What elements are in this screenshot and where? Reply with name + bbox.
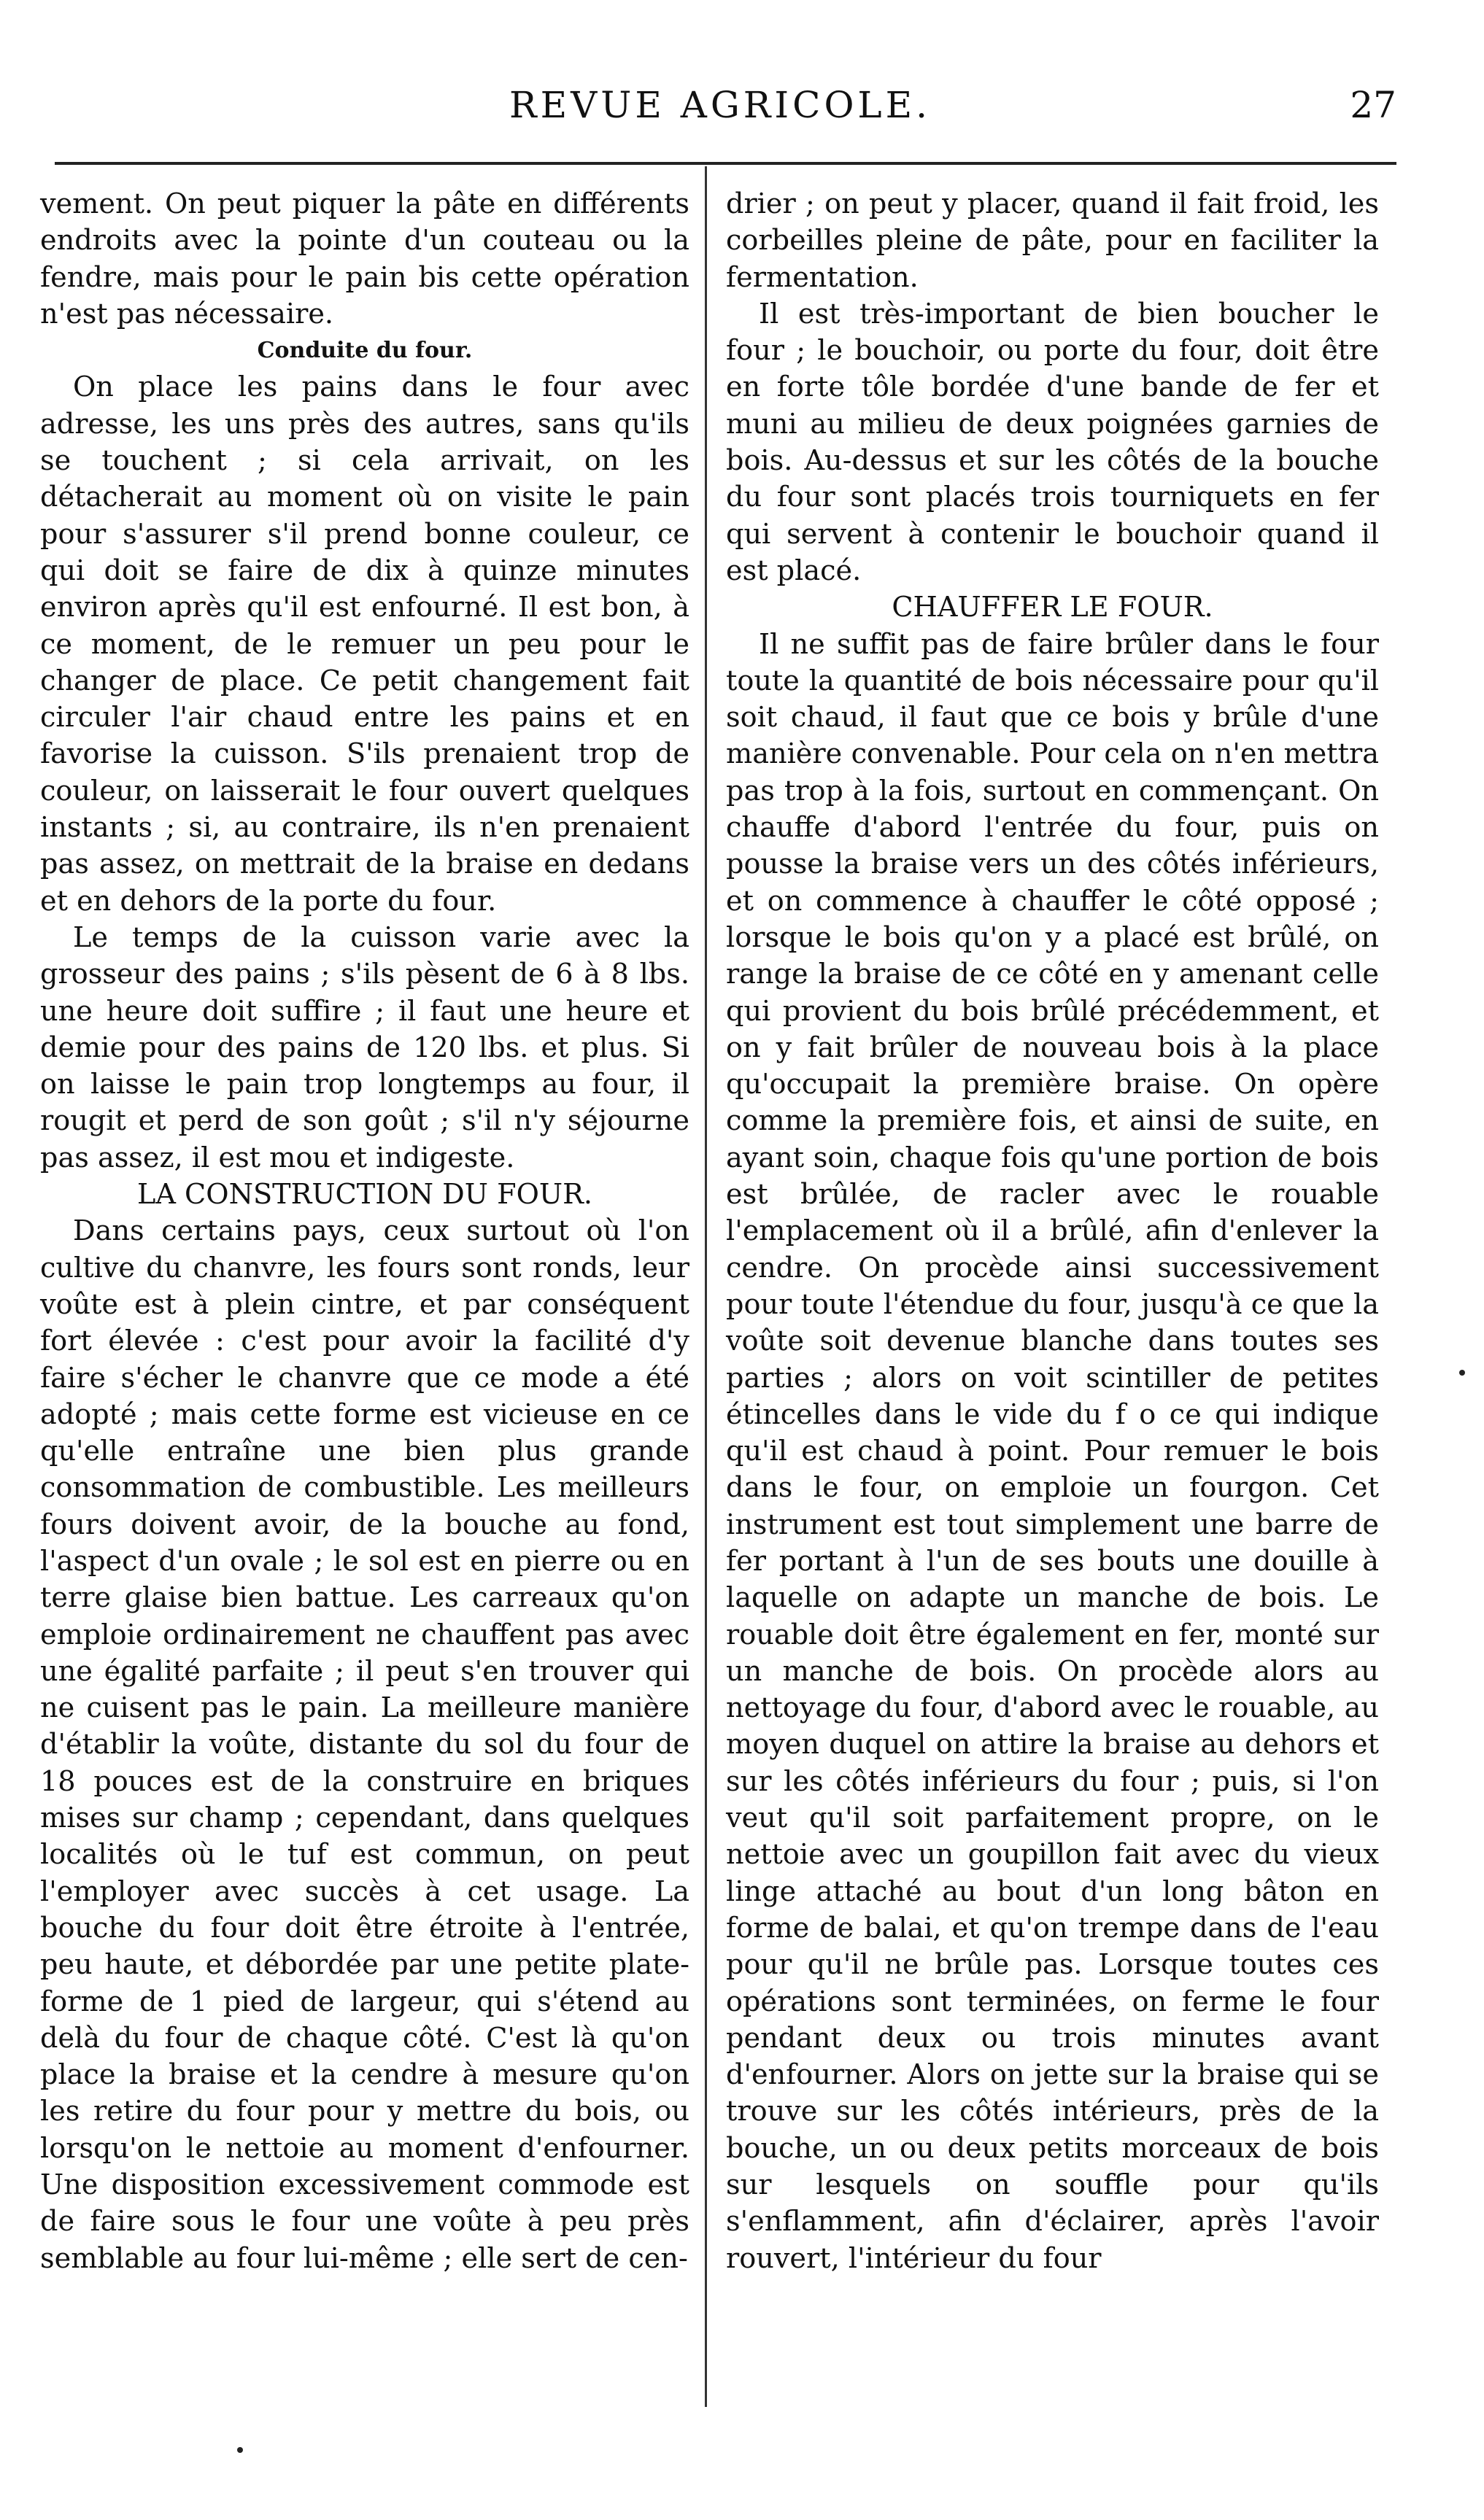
column-divider xyxy=(705,166,707,2407)
paragraph: drier ; on peut y placer, quand il fait froid, les corbeilles pleine de pâte, pour en faciliter la fermentation. xyxy=(726,188,1379,294)
left-column xyxy=(40,186,689,2277)
section-heading-conduite: Conduite du four. xyxy=(257,338,473,364)
header-rule xyxy=(55,162,1396,165)
page-number: 27 xyxy=(1350,84,1396,126)
right-column xyxy=(726,186,1379,2277)
section-heading-construction: LA CONSTRUCTION DU FOUR. xyxy=(136,1179,593,1211)
section-heading-chauffer: CHAUFFER LE FOUR. xyxy=(892,592,1213,624)
paragraph: Il est très-important de bien boucher le four ; le bouchoir, ou porte du four, doit être en forte tôle bordée d'une bande de fer et muni au milieu de deux poignées garnies de bois. Au-dessus et sur les côtés de la bouche du four sont placés trois tourniquets en fer qui servent à contenir le bouchoir quand il est placé. xyxy=(726,298,1379,587)
header-title: REVUE AGRICOLE. xyxy=(509,84,932,126)
paragraph: Dans certains pays, ceux surtout où l'on cultive du chanvre, les fours sont ronds, leur voûte est à plein cintre, et par conséquent fort élevée : c'est pour avoir la facilité d'y faire s'écher le chanvre que ce mode a été adopté ; mais cette forme est vicieuse en ce qu'elle entraîne une bien plus grande consommation de combustible. Les meilleurs fours doivent avoir, de la bouche au fond, l'aspect d'un ovale ; le sol est en pierre ou en terre glaise bien battue. Les carreaux qu'on emploie ordinairement ne chauffent pas avec une égalité parfaite ; il peut s'en trouver qui ne cuisent pas le pain. La meilleure manière d'établir la voûte, distante du sol du four de 18 pouces est de la construire en briques mises sur champ ; cependant, dans quelques localités où le tuf est commun, on peut l'employer avec succès à cet usage. La bouche du four doit être étroite à l'entrée, peu haute, et débordée par une petite plate-forme de 1 pied de largeur, qui s'étend au delà du four de chaque côté. C'est là qu'on place la braise et la cendre à mesure qu'on les retire du four pour y mettre du bois, ou lorsqu'on le nettoie au moment d'enfourner. Une disposition excessivement commode est de faire sous le four une voûte à peu près semblable au four lui-même ; elle sert de cen- xyxy=(40,1215,689,2275)
ink-speck xyxy=(237,2447,243,2453)
paragraph: Il ne suffit pas de faire brûler dans le four toute la quantité de bois nécessaire pour qu'il soit chaud, il faut que ce bois y brûle d'une manière convenable. Pour cela on n'en mettra pas trop à la fois, surtout en commençant. On chauffe d'abord l'entrée du four, puis on pousse la braise vers un des côtés inférieurs, et on commence à chauffer le côté opposé ; lorsque le bois qu'on y a placé est brûlé, on range la braise de ce côté en y amenant celle qui provient du bois brûlé précédemment, et on y fait brûler de nouveau bois à la place qu'occupait la première braise. On opère comme la première fois, et ainsi de suite, en ayant soin, chaque fois qu'une portion de bois est brûlée, de racler avec le rouable l'emplacement où il a brûlé, afin d'enlever la cendre. On procède ainsi successivement pour toute l'étendue du four, jusqu'à ce que la voûte soit devenue blanche dans toutes ses parties ; alors on voit scintiller de petites étincelles dans le vide du f o ce qui indique qu'il est chaud à point. Pour remuer le bois dans le four, on emploie un fourgon. Cet instrument est tout simplement une barre de fer portant à l'un de ses bouts une douille à laquelle on adapte un manche de bois. Le rouable doit être également en fer, monté sur un manche de bois. On procède alors au nettoyage du four, d'abord avec le rouable, au moyen duquel on attire la braise au dehors et sur les côtés inférieurs du four ; puis, si l'on veut qu'il soit parfaitement propre, on le nettoie avec un goupillon fait avec du vieux linge attaché au bout d'un long bâton en forme de balai, et qu'on trempe dans de l'eau pour qu'il ne brûle pas. Lorsque toutes ces opérations sont terminées, on ferme le four pendant deux ou trois minutes avant d'enfourner. Alors on jette sur la braise qui se trouve sur les côtés intérieurs, près de la bouche, un ou deux petits morceaux de bois sur lesquels on souffle pour qu'ils s'enflamment, afin d'éclairer, après l'avoir rouvert, l'intérieur du four xyxy=(726,628,1379,2275)
paragraph: Le temps de la cuisson varie avec la grosseur des pains ; s'ils pèsent de 6 à 8 lbs. une heure doit suffire ; il faut une heure et demie pour des pains de 120 lbs. et plus. Si on laisse le pain trop longtemps au four, il rougit et perd de son goût ; s'il n'y séjourne pas assez, il est mou et indigeste. xyxy=(40,921,689,1174)
running-head xyxy=(44,84,1396,142)
paragraph: vement. On peut piquer la pâte en différents endroits avec la pointe d'un couteau ou la fendre, mais pour le pain bis cette opération n'est pas nécessaire. xyxy=(40,188,689,330)
paragraph: On place les pains dans le four avec adresse, les uns près des autres, sans qu'ils se touchent ; si cela arrivait, on les détacherait au moment où on visite le pain pour s'assurer s'il prend bonne couleur, ce qui doit se faire de dix à quinze minutes environ après qu'il est enfourné. Il est bon, à ce moment, de le remuer un peu pour le changer de place. Ce petit changement fait circuler l'air chaud entre les pains et en favorise la cuisson. S'ils prenaient trop de couleur, on laisserait le four ouvert quelques instants ; si, au contraire, ils n'en prenaient pas assez, on mettrait de la braise en dedans et en dehors de la porte du four. xyxy=(40,371,689,918)
ink-speck xyxy=(1459,1370,1465,1376)
